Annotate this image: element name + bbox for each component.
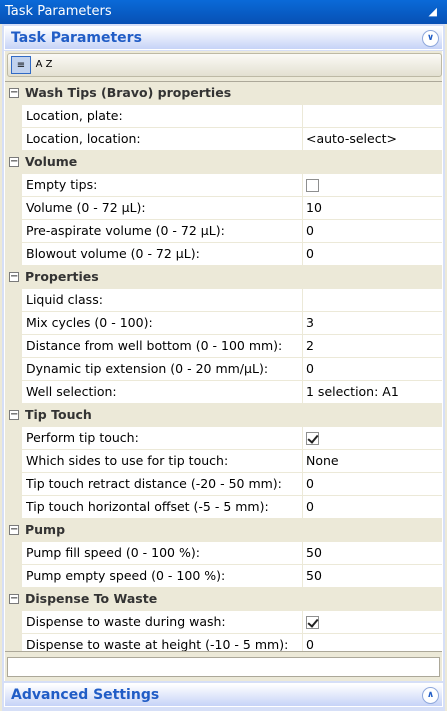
property-row[interactable] (5, 473, 442, 496)
row-gutter (5, 335, 22, 358)
category-label: Dispense To Waste (25, 591, 158, 606)
property-row[interactable] (5, 634, 442, 652)
collapse-minus-icon[interactable]: − (10, 524, 19, 535)
property-row[interactable] (5, 381, 442, 404)
property-row[interactable] (5, 565, 442, 588)
category-label: Wash Tips (Bravo) properties (25, 85, 232, 100)
alphabetical-sort-button[interactable] (34, 56, 54, 74)
property-row[interactable] (5, 243, 442, 266)
property-value[interactable]: <auto-select> (306, 131, 397, 146)
column-divider[interactable] (302, 427, 303, 450)
category-row[interactable] (5, 266, 442, 289)
row-gutter (5, 289, 22, 312)
property-row[interactable] (5, 335, 442, 358)
property-value[interactable]: 2 (306, 338, 314, 353)
property-value[interactable]: None (306, 453, 339, 468)
row-gutter (5, 496, 22, 519)
row-gutter (5, 197, 22, 220)
column-divider[interactable] (302, 611, 303, 634)
property-checkbox[interactable] (306, 432, 319, 445)
row-gutter (5, 634, 22, 652)
row-gutter (5, 611, 22, 634)
property-row[interactable] (5, 312, 442, 335)
property-name: Dispense to waste at height (-10 - 5 mm): (26, 637, 289, 652)
property-row[interactable] (5, 358, 442, 381)
window-title: Task Parameters (5, 4, 112, 19)
property-name: Pre-aspirate volume (0 - 72 µL): (26, 223, 225, 238)
property-value[interactable]: 0 (306, 476, 314, 491)
property-name: Perform tip touch: (26, 430, 139, 445)
category-label: Pump (25, 522, 66, 537)
property-name: Dispense to waste during wash: (26, 614, 226, 629)
category-label: Volume (25, 154, 78, 169)
property-row[interactable] (5, 128, 442, 151)
row-gutter (5, 220, 22, 243)
property-name: Mix cycles (0 - 100): (26, 315, 153, 330)
category-label: Properties (25, 269, 99, 284)
column-divider[interactable] (302, 289, 303, 312)
property-value[interactable]: 0 (306, 637, 314, 652)
row-gutter (5, 358, 22, 381)
category-row[interactable] (5, 519, 442, 542)
property-value[interactable]: 0 (306, 223, 314, 238)
column-divider[interactable] (302, 243, 303, 266)
property-name: Tip touch horizontal offset (-5 - 5 mm): (26, 499, 269, 514)
task-parameters-panel (2, 24, 445, 711)
property-name: Liquid class: (26, 292, 103, 307)
column-divider[interactable] (302, 542, 303, 565)
property-row[interactable] (5, 427, 442, 450)
property-value[interactable]: 3 (306, 315, 314, 330)
category-row[interactable] (5, 82, 442, 105)
row-gutter (5, 565, 22, 588)
property-row[interactable] (5, 174, 442, 197)
category-row[interactable] (5, 588, 442, 611)
property-name: Blowout volume (0 - 72 µL): (26, 246, 200, 261)
row-gutter (5, 450, 22, 473)
collapse-minus-icon[interactable]: − (10, 409, 19, 420)
task-parameters-header[interactable] (4, 26, 443, 50)
column-divider[interactable] (302, 128, 303, 151)
collapse-minus-icon[interactable]: − (10, 156, 19, 167)
column-divider[interactable] (302, 634, 303, 652)
column-divider[interactable] (302, 381, 303, 404)
column-divider[interactable] (302, 197, 303, 220)
column-divider[interactable] (302, 358, 303, 381)
row-gutter (5, 427, 22, 450)
property-name: Location, location: (26, 131, 141, 146)
column-divider[interactable] (302, 174, 303, 197)
property-name: Location, plate: (26, 108, 123, 123)
collapse-minus-icon[interactable]: − (10, 271, 19, 282)
property-row[interactable] (5, 450, 442, 473)
property-value[interactable]: 50 (306, 568, 322, 583)
row-gutter (5, 542, 22, 565)
column-divider[interactable] (302, 312, 303, 335)
category-row[interactable] (5, 151, 442, 174)
property-row[interactable] (5, 197, 442, 220)
property-value[interactable]: 0 (306, 361, 314, 376)
panel-title: Task Parameters (11, 30, 142, 46)
property-row[interactable] (5, 542, 442, 565)
collapse-minus-icon[interactable]: − (10, 87, 19, 98)
row-gutter (5, 312, 22, 335)
property-name: Dynamic tip extension (0 - 20 mm/µL): (26, 361, 269, 376)
column-divider[interactable] (302, 473, 303, 496)
property-checkbox[interactable] (306, 179, 319, 192)
row-gutter (5, 473, 22, 496)
categorized-view-button[interactable] (11, 56, 31, 74)
property-row[interactable] (5, 496, 442, 519)
property-name: Which sides to use for tip touch: (26, 453, 229, 468)
property-name: Empty tips: (26, 177, 98, 192)
pin-icon[interactable]: ◢ (428, 5, 437, 18)
row-gutter (5, 128, 22, 151)
property-row[interactable] (5, 105, 442, 128)
property-value[interactable]: 10 (306, 200, 322, 215)
row-gutter (5, 381, 22, 404)
categorized-icon: ≡ (16, 60, 26, 71)
advanced-settings-header[interactable] (4, 683, 443, 707)
property-name: Volume (0 - 72 µL): (26, 200, 146, 215)
property-row[interactable] (5, 289, 442, 312)
property-name: Well selection: (26, 384, 117, 399)
collapse-chevron-icon[interactable]: ∨ (422, 30, 439, 47)
window-titlebar (0, 0, 447, 24)
description-pane (7, 657, 440, 677)
row-gutter (5, 105, 22, 128)
column-divider[interactable] (302, 496, 303, 519)
column-divider[interactable] (302, 565, 303, 588)
column-divider[interactable] (302, 335, 303, 358)
column-divider[interactable] (302, 220, 303, 243)
property-name: Tip touch retract distance (-20 - 50 mm): (26, 476, 282, 491)
property-value[interactable]: 0 (306, 499, 314, 514)
collapse-minus-icon[interactable]: − (10, 593, 19, 604)
property-grid-toolbar (7, 53, 442, 77)
property-row[interactable] (5, 611, 442, 634)
property-checkbox[interactable] (306, 616, 319, 629)
property-name: Pump fill speed (0 - 100 %): (26, 545, 200, 560)
property-name: Pump empty speed (0 - 100 %): (26, 568, 226, 583)
category-label: Tip Touch (25, 407, 92, 422)
property-value[interactable]: 50 (306, 545, 322, 560)
property-value[interactable]: 1 selection: A1 (306, 384, 399, 399)
property-value[interactable]: 0 (306, 246, 314, 261)
column-divider[interactable] (302, 105, 303, 128)
advanced-settings-title: Advanced Settings (11, 687, 160, 703)
property-row[interactable] (5, 220, 442, 243)
column-divider[interactable] (302, 450, 303, 473)
sort-alphabetical-icon: A Z (35, 59, 53, 70)
property-name: Distance from well bottom (0 - 100 mm): (26, 338, 283, 353)
expand-chevron-icon[interactable]: ∧ (422, 687, 439, 704)
category-row[interactable] (5, 404, 442, 427)
property-grid (5, 81, 442, 652)
row-gutter (5, 174, 22, 197)
property-grid-container (4, 51, 443, 681)
row-gutter (5, 243, 22, 266)
